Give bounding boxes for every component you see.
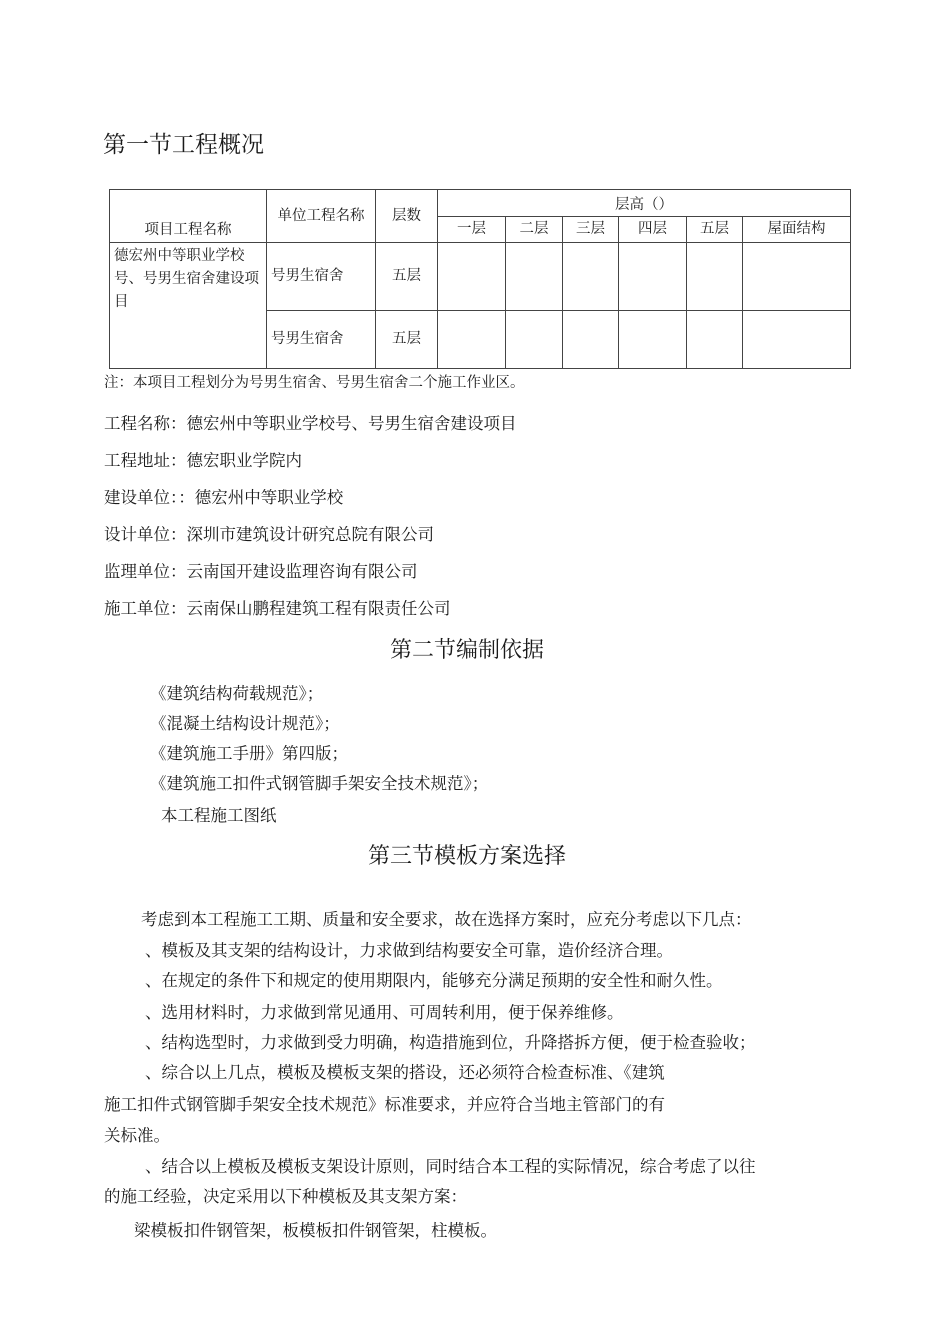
project-table [109, 189, 851, 369]
floors-cell: 五层 [376, 310, 438, 368]
header-floor-1: 一层 [438, 217, 506, 243]
consideration-item-cont: 施工扣件式钢管脚手架安全技术规范》标准要求，并应符合当地主管部门的有 [104, 1095, 665, 1114]
info-line: 工程名称：德宏州中等职业学校号、号男生宿舍建设项目 [104, 414, 517, 433]
header-floor-5: 五层 [687, 217, 743, 243]
table-cell [687, 310, 743, 368]
section-3-title: 第三节模板方案选择 [368, 844, 567, 869]
header-floor-3: 三层 [563, 217, 619, 243]
info-line: 施工单位：云南保山鹏程建筑工程有限责任公司 [104, 599, 451, 618]
reference-item: 《混凝土结构设计规范》； [150, 714, 340, 733]
consideration-item: 、选用材料时，力求做到常见通用、可周转利用，便于保养维修。 [145, 1003, 624, 1022]
section-1-title: 第一节工程概况 [103, 132, 264, 158]
table-cell [506, 310, 563, 368]
table-cell [563, 310, 619, 368]
table-cell [687, 243, 743, 310]
info-line: 监理单位：云南国开建设监理咨询有限公司 [104, 562, 418, 581]
consideration-item: 、综合以上几点，模板及模板支架的搭设，还必须符合检查标准、《建筑 [145, 1063, 665, 1082]
table-cell [506, 243, 563, 310]
header-storey-height: 层高（） [438, 190, 851, 217]
reference-item: 本工程施工图纸 [161, 806, 277, 825]
decision-paragraph-cont: 的施工经验，决定采用以下种模板及其支架方案： [104, 1187, 467, 1206]
unit-name-cell: 号男生宿舍 [267, 310, 376, 368]
section-2-title: 第二节编制依据 [390, 638, 545, 663]
consideration-item: 、结构选型时，力求做到受力明确，构造措施到位，升降搭拆方便，便于检查验收； [145, 1033, 756, 1052]
header-roof-structure: 屋面结构 [743, 217, 851, 243]
table-cell [619, 243, 687, 310]
unit-name-cell: 号男生宿舍 [267, 243, 376, 310]
table-cell [438, 243, 506, 310]
table-cell [619, 310, 687, 368]
table-cell [438, 310, 506, 368]
conclusion: 梁模板扣件钢管架，板模板扣件钢管架，柱模板。 [134, 1221, 497, 1240]
info-line: 工程地址：德宏职业学院内 [104, 451, 302, 470]
info-line: 建设单位：：德宏州中等职业学校 [104, 488, 344, 507]
consideration-item: 、在规定的条件下和规定的使用期限内，能够充分满足预期的安全性和耐久性。 [145, 971, 723, 990]
table-cell [743, 310, 851, 368]
table-cell [743, 243, 851, 310]
floors-cell: 五层 [376, 243, 438, 310]
header-floors: 层数 [376, 190, 438, 243]
header-floor-4: 四层 [619, 217, 687, 243]
project-name-cell: 德宏州中等职业学校号、号男生宿舍建设项目 [110, 243, 267, 369]
decision-paragraph: 、结合以上模板及模板支架设计原则，同时结合本工程的实际情况，综合考虑了以往 [145, 1157, 756, 1176]
consideration-item: 、模板及其支架的结构设计，力求做到结构要安全可靠，造价经济合理。 [145, 941, 673, 960]
header-floor-2: 二层 [506, 217, 563, 243]
reference-item: 《建筑施工手册》第四版； [150, 744, 348, 763]
table-note: 注：本项目工程划分为号男生宿舍、号男生宿舍二个施工作业区。 [104, 375, 525, 391]
consideration-item-cont: 关标准。 [104, 1126, 170, 1145]
table-cell [563, 243, 619, 310]
info-line: 设计单位：深圳市建筑设计研究总院有限公司 [104, 525, 434, 544]
reference-item: 《建筑结构荷载规范》； [150, 684, 324, 703]
header-project-name: 项目工程名称 [110, 190, 267, 243]
header-unit-name: 单位工程名称 [267, 190, 376, 243]
reference-item: 《建筑施工扣件式钢管脚手架安全技术规范》； [150, 774, 489, 793]
section-3-intro: 考虑到本工程施工工期、质量和安全要求，故在选择方案时，应充分考虑以下几点： [141, 910, 752, 929]
